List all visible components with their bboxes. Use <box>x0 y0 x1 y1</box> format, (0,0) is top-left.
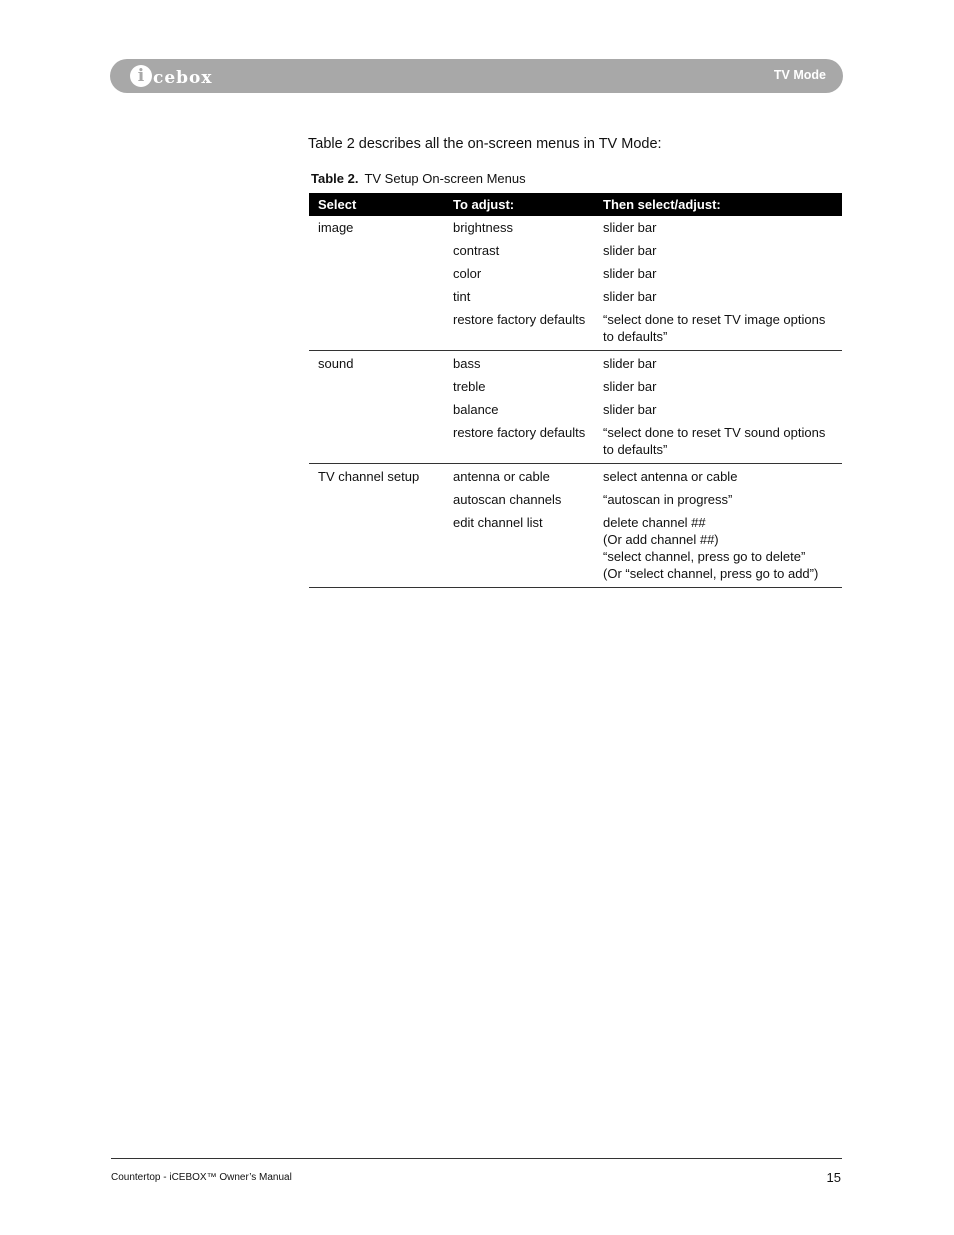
tv-setup-menus-table <box>309 193 842 588</box>
adjust-cell: contrast <box>453 243 500 258</box>
table-caption-title: TV Setup On-screen Menus <box>364 171 526 186</box>
table-caption <box>311 171 526 186</box>
adjust-cell: brightness <box>453 220 513 235</box>
then-line: delete channel ## <box>603 515 706 530</box>
adjust-cell: balance <box>453 402 499 417</box>
table-row <box>309 511 842 588</box>
icebox-logo <box>130 63 213 89</box>
table-caption-label: Table 2. <box>311 171 359 186</box>
footer-divider <box>111 1158 842 1159</box>
adjust-cell: color <box>453 266 482 281</box>
table-row <box>309 464 842 489</box>
table-row <box>309 285 842 308</box>
then-cell: slider bar <box>603 266 657 281</box>
table-row <box>309 308 842 351</box>
select-cell-empty <box>309 398 444 421</box>
adjust-cell: treble <box>453 379 486 394</box>
select-cell-empty <box>309 375 444 398</box>
adjust-cell: tint <box>453 289 471 304</box>
select-cell: TV channel setup <box>318 469 420 484</box>
column-header-select: Select <box>309 193 444 216</box>
adjust-cell: antenna or cable <box>453 469 550 484</box>
adjust-cell: autoscan channels <box>453 492 562 507</box>
select-cell: image <box>318 220 354 235</box>
section-title: TV Mode <box>773 68 826 82</box>
table-row <box>309 375 842 398</box>
table-row <box>309 488 842 511</box>
table-row <box>309 262 842 285</box>
then-cell: slider bar <box>603 220 657 235</box>
table-row <box>309 351 842 376</box>
table-row <box>309 398 842 421</box>
then-cell <box>594 511 842 588</box>
adjust-cell: restore factory defaults <box>444 421 594 464</box>
select-cell-empty <box>309 262 444 285</box>
table-header-row <box>309 193 842 216</box>
select-cell-empty <box>309 511 444 588</box>
then-line: (Or add channel ##) <box>603 532 719 547</box>
column-header-then-select: Then select/adjust: <box>594 193 842 216</box>
table-row <box>309 421 842 464</box>
then-cell: slider bar <box>603 289 657 304</box>
adjust-cell: edit channel list <box>444 511 594 588</box>
then-cell: select antenna or cable <box>603 469 738 484</box>
then-line: (Or “select channel, press go to add”) <box>603 566 819 581</box>
intro-text: Table 2 describes all the on-screen menus in TV Mode: <box>308 136 662 152</box>
select-cell-empty <box>309 421 444 464</box>
then-cell: slider bar <box>603 243 657 258</box>
table-row <box>309 239 842 262</box>
then-cell: slider bar <box>603 356 657 371</box>
column-header-to-adjust: To adjust: <box>444 193 594 216</box>
select-cell: sound <box>318 356 354 371</box>
adjust-cell: restore factory defaults <box>444 308 594 351</box>
logo-initial: i <box>130 65 152 87</box>
then-cell: “select done to reset TV sound options to defaults” <box>594 421 842 464</box>
logo-text: cebox <box>153 68 213 88</box>
select-cell-empty <box>309 488 444 511</box>
then-cell: slider bar <box>603 379 657 394</box>
header-bar <box>110 59 843 93</box>
adjust-cell: bass <box>453 356 481 371</box>
table-row <box>309 216 842 239</box>
page-number: 15 <box>826 1170 841 1185</box>
footer-manual-title: Countertop - iCEBOX™ Owner’s Manual <box>111 1172 292 1183</box>
select-cell-empty <box>309 308 444 351</box>
then-cell: “select done to reset TV image options to defaults” <box>594 308 842 351</box>
then-cell: slider bar <box>603 402 657 417</box>
select-cell-empty <box>309 285 444 308</box>
then-cell: “autoscan in progress” <box>603 492 733 507</box>
then-line: “select channel, press go to delete” <box>603 549 806 564</box>
select-cell-empty <box>309 239 444 262</box>
